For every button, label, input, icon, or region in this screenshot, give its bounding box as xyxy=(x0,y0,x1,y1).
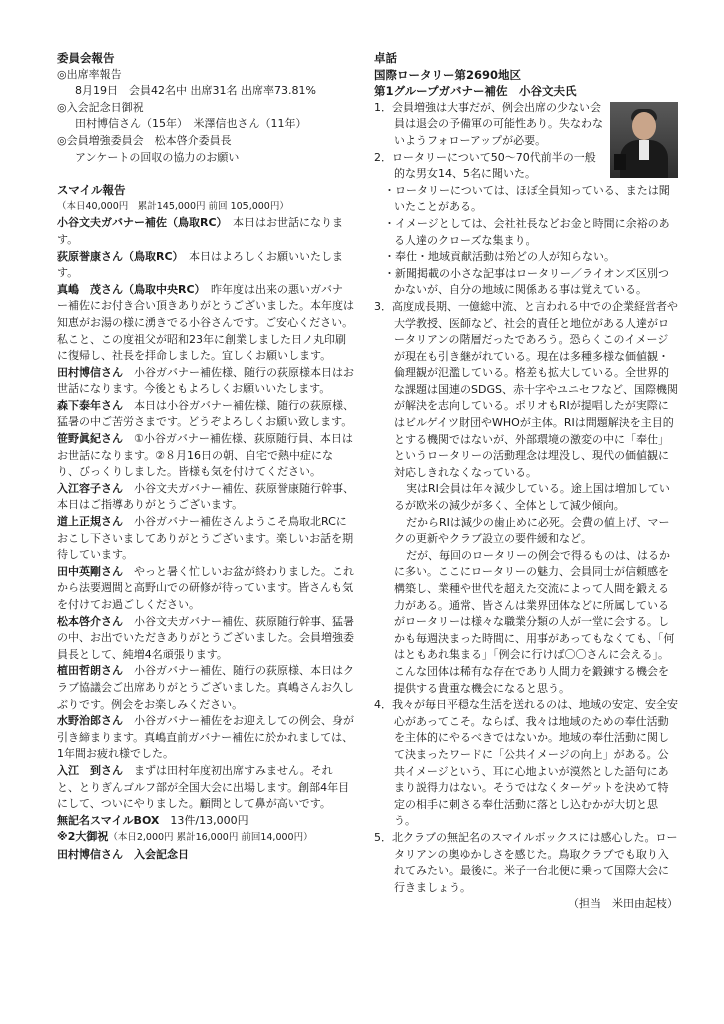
smile-entry-text: 小谷ガバナー補佐、随行の荻原様、本日はクラブ協議会ご出席ありがとうございました。真嶋さんお久しぶりです。例会をお楽しみください。 xyxy=(57,664,354,711)
talk-sub-item: ・奉仕・地域貢献活動は殆どの人が知らない。 xyxy=(384,250,615,264)
talk-item-number: 2． xyxy=(374,150,392,164)
talk-sub-item: ・新聞掲載の小さな記事はロータリー／ライオンズ区別つかないが、自分の地域に関係ある事は覚えている。 xyxy=(384,266,670,297)
smile-entry xyxy=(57,431,354,481)
membership-detail: アンケートの回収の協力のお願い xyxy=(75,150,240,164)
smile-entry-name: 水野治郎さん xyxy=(57,714,123,728)
smile-entry-text: 小谷ガバナー補佐さんようこそ鳥取北RCにおこし下さいましてありがとうございます。楽しいお話を期待しています。 xyxy=(57,515,354,562)
smile-entry-name: 入江 到さん xyxy=(57,763,123,777)
smile-entry xyxy=(57,481,354,514)
smile-entry-name: 田村博信さん xyxy=(57,365,123,379)
smile-entry-name: 植田哲朗さん xyxy=(57,664,123,678)
talk-item-number: 5． xyxy=(374,830,392,844)
smile-entry-name: 小谷文夫ガバナー補佐（鳥取RC） xyxy=(57,216,223,230)
attendance-detail: 8月19日 会員42名中 出席31名 出席率73.81% xyxy=(75,84,316,98)
smile-entry-name: 入江容子さん xyxy=(57,481,123,495)
smile-entry-text: 小谷文夫ガバナー補佐、荻原随行幹事、猛暑の中、お出でいただきありがとうございました。会員増強委員長として、純増4名頑張ります。 xyxy=(57,614,354,661)
smile-entry-text: 昨年度は出来の悪いガバナー補佐にお付き合い頂きありがとうございました。本年度は知恵がお湯の様に湧きでる小谷さんです。ご安心ください。私こと、この度祖父が昭和23年に創業しました日ノ丸印刷に復帰し、社長を拝命しました。宜しくお願いします。 xyxy=(57,282,354,363)
smile-entry-text: 本日はお世話になります。 xyxy=(57,216,344,246)
talk-item-3-paragraph: だが、毎回のロータリーの例会で得るものは、はるかに多い。ここにロータリーの魅力、会員同士が信頼感を構築し、業種や世代を超えた交流によって人間を鍛える力がある。通常、皆さんは業界団体などに所属しているがロータリーは様々な職業分類の人が一堂に会する。しかも毎週決まった時間に、用事があってもなくても、「何はともあれ集まる」「例会に行けば〇〇さんに会える」。こんな団体は稀有な存在であり人間力を鍛錬する機会を提供する貴重な機会になると思う。 xyxy=(394,548,675,695)
smile-entry-text: 本日は小谷ガバナー補佐様、随行の荻原様、猛暑の中ご苦労さまです。どうぞよろしくお願い致します。 xyxy=(57,398,354,429)
smile-entry xyxy=(57,215,354,248)
smile-entry xyxy=(57,564,354,614)
smile-entry xyxy=(57,365,354,398)
smile-entry-text: 小谷文夫ガバナー補佐、荻原誉康随行幹事、本日はご指導ありがとうございます。 xyxy=(57,481,354,512)
talk-item-3-paragraph: だからRIは減少の歯止めに必死。会費の値上げ、マークの更新やクラブ設立の要件緩和など。 xyxy=(394,515,670,546)
talk-item-text: 北クラブの無記名のスマイルボックスには感心した。ロータリアンの奥ゆかしさを感じた。鳥取クラブでも取り入れてみたい。最後に。米子一台北便に乗って国際大会に行きましょう。 xyxy=(392,830,678,894)
smile-entry-text: 小谷ガバナー補佐をお迎えしての例会、身が引き締まります。真嶋直前ガバナー補佐に於かれましては、1年間お疲れ様でした。 xyxy=(57,714,354,761)
double-celebration xyxy=(57,829,354,847)
talk-item-number: 1． xyxy=(374,100,392,114)
talk-sub-item: ・ロータリーについては、ほぼ全員知っている、または聞いたことがある。 xyxy=(384,183,670,214)
smile-entry xyxy=(57,398,354,431)
talk-item-text: 高度成長期、一億総中流、と言われる中での企業経営者や大学教授、医師など、社会的責任と地位がある人達がロータリアンの階層だったであろう。恐らくこのイメージが現在も引き継がれている。現在は多種多様な価値観・倫理観が氾濫している。格差も拡大している。全世界的な課題は国連のSDGS、赤十字やユニセフなど、国際機関が解決を志向している。ポリオもRIが提唱したが実際にはビルゲイツ財団やWHOが主体。RIは問題解決を主目的とする機関ではないが、外部環境の激変の中に「奉仕」というロータリーの活動理念は埋没し、現代の価値観に対応しきれなくなっている。 xyxy=(392,299,678,479)
anon-smile-value: 13件/13,000円 xyxy=(170,813,249,827)
smile-entry-name: 笹野眞紀さん xyxy=(57,432,123,446)
double-celebration-totals: （本日2,000円 累計16,000円 前回14,000円） xyxy=(108,832,313,844)
talk-item-text: ロータリーについて50～70代前半の一般的な男女14、5名に聞いた。 xyxy=(392,150,596,181)
double-celebration-entry: 田村博信さん 入会記念日 xyxy=(57,847,189,861)
smile-entry-name: 森下泰年さん xyxy=(57,398,123,412)
smile-entry-name: 道上正規さん xyxy=(57,515,123,529)
smile-entry-text: 小谷ガバナー補佐様、随行の荻原様本日はお世話になります。今後ともよろしくお願いいたします。 xyxy=(57,365,354,396)
smile-heading: スマイル報告 xyxy=(57,183,126,198)
smile-entry-text: まずは田村年度初出席すみません。それと、とりぎんゴルフ部が全国大会に出場します。創部4年目にして、ついにやりました。顧問として鼻が高いです。 xyxy=(57,763,350,811)
smile-entry-text: 本日はよろしくお願いいたします。 xyxy=(57,249,344,280)
smile-entry xyxy=(57,663,354,713)
anniversary-title: ◎入会記念日御祝 xyxy=(57,100,144,114)
talk-item-text: 会員増強は大事だが、例会出席の少ない会員は退会の予備軍の可能性あり。失なわないようフォローアップが必要。 xyxy=(392,100,603,147)
talk-sub-item: ・イメージとしては、会社社長などお金と時間に余裕のある人達のクローズな集まり。 xyxy=(384,216,670,247)
talk-item-text: 我々が毎日平穏な生活を送れるのは、地域の安定、安全安心があってこそ。ならば、我々は地域のための奉仕活動を主体的にやるべきではないか。地域の奉仕活動に関して決まったワードに「公共イメージの向上」がある。公共イメージという、耳に心地よいが漠然とした語句にあまり説得力はない。そうではなくターゲットを決めて特定の相手に刺さる奉仕活動に落とし込むかが大切と思う。 xyxy=(392,698,678,828)
talk-speaker: 第1グループガバナー補佐 小谷文夫氏 xyxy=(374,84,577,99)
smile-entry-list xyxy=(57,215,354,812)
smile-entry-text: やっと暑く忙しいお盆が終わりました。これから法要週間と高野山での研修が待っています。皆さんも気を付けてお過ごしください。 xyxy=(57,564,354,611)
double-celebration-label: ※2大御祝 xyxy=(57,830,109,844)
smile-entry-text: ①小谷ガバナー補佐様、荻原随行員、本日はお世話になります。②８月16日の朝、自宅で熱中症になり、びっくりしました。皆様も気を付けてください。 xyxy=(57,432,353,479)
talk-item-5 xyxy=(374,830,678,896)
membership-title: ◎会員増強委員会 松本啓介委員長 xyxy=(57,133,232,147)
talk-heading: 卓話 xyxy=(374,51,397,65)
talk-item-4 xyxy=(374,697,678,830)
talk-item-number: 3． xyxy=(374,299,392,313)
smile-entry-name: 真嶋 茂さん（鳥取中央RC） xyxy=(57,282,201,296)
smile-entry xyxy=(57,282,354,365)
talk-item-3-paragraph: 実はRI会員は年々減少している。途上国は増加しているが欧米の減少が多く、全体として減少傾向。 xyxy=(394,482,670,513)
anon-smile-box xyxy=(57,813,354,830)
anniversary-detail: 田村博信さん（15年） 米澤信也さん（11年） xyxy=(75,117,307,131)
smile-entry xyxy=(57,249,354,282)
smile-entry xyxy=(57,614,354,664)
smile-entry xyxy=(57,763,354,813)
microphone-icon xyxy=(614,154,626,170)
smile-entry xyxy=(57,514,354,564)
left-column xyxy=(57,50,354,864)
speaker-photo xyxy=(610,102,678,178)
talk-district: 国際ロータリー第2690地区 xyxy=(374,67,522,82)
talk-item-number: 4． xyxy=(374,698,392,712)
anon-smile-label: 無記名スマイルBOX xyxy=(57,813,160,827)
smile-totals: （本日40,000円 累計145,000円 前回 105,000円） xyxy=(57,200,289,212)
smile-entry-name: 松本啓介さん xyxy=(57,614,123,628)
talk-item-3 xyxy=(374,299,678,482)
committee-heading: 委員会報告 xyxy=(57,51,115,65)
attendance-title: ◎出席率報告 xyxy=(57,67,122,81)
smile-entry-name: 田中英剛さん xyxy=(57,564,123,578)
right-column xyxy=(374,50,678,913)
smile-entry-name: 荻原誉康さん（鳥取RC） xyxy=(57,249,179,263)
reporter-credit: （担当 米田由起枝） xyxy=(568,897,678,911)
smile-entry xyxy=(57,713,354,763)
